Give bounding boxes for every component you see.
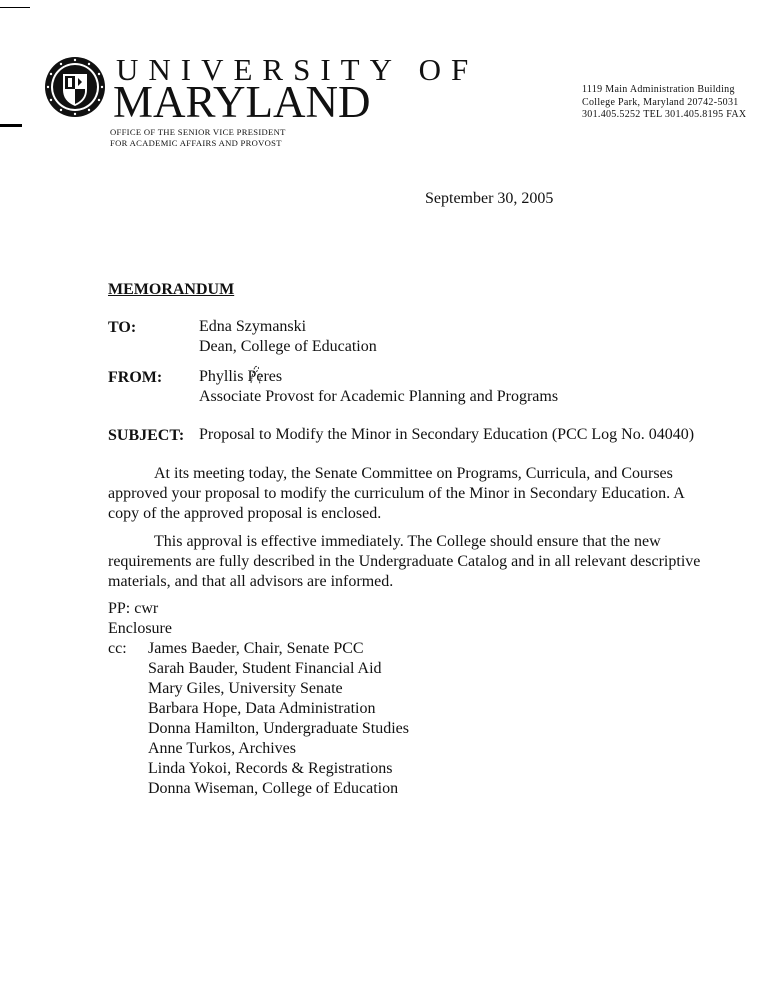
address-line-3: 301.405.5252 TEL 301.405.8195 FAX	[582, 109, 747, 120]
scan-edge-line	[0, 7, 30, 8]
office-line-2: FOR ACADEMIC AFFAIRS AND PROVOST	[110, 138, 282, 148]
cc-item: Mary Giles, University Senate	[148, 680, 343, 697]
university-seal-icon	[44, 56, 106, 118]
to-title: Dean, College of Education	[199, 338, 377, 355]
body-paragraph-2	[108, 532, 708, 592]
office-line-1: OFFICE OF THE SENIOR VICE PRESIDENT	[110, 127, 286, 137]
university-name-line2: MARYLAND	[113, 77, 371, 127]
university-name-line1: UNIVERSITY OF	[116, 52, 479, 87]
cc-item: James Baeder, Chair, Senate PCC	[148, 640, 364, 657]
cc-item: Linda Yokoi, Records & Registrations	[148, 760, 393, 777]
from-name: Phyllis Peres	[199, 368, 283, 385]
to-block	[199, 317, 377, 357]
subject-label: SUBJECT:	[108, 427, 185, 444]
from-title: Associate Provost for Academic Planning and Programs	[199, 388, 559, 405]
cc-item: Barbara Hope, Data Administration	[148, 700, 376, 717]
cc-item: Donna Hamilton, Undergraduate Studies	[148, 720, 409, 737]
body-paragraph-1	[108, 464, 708, 524]
memo-heading: MEMORANDUM	[108, 281, 235, 298]
enclosure-note: Enclosure	[108, 620, 172, 637]
to-label: TO:	[108, 319, 137, 336]
letterhead-address	[582, 84, 746, 122]
office-name	[110, 127, 286, 149]
address-line-1: 1119 Main Administration Building	[582, 84, 735, 95]
cc-item: Donna Wiseman, College of Education	[148, 780, 399, 797]
subject-text: Proposal to Modify the Minor in Secondary Education (PCC Log No. 04040)	[199, 426, 695, 443]
cc-item: Sarah Bauder, Student Financial Aid	[148, 660, 382, 677]
body-paragraph-1-text: At its meeting today, the Senate Committee on Programs, Curricula, and Courses approved your proposal to modify the curriculum of the Minor in Secondary Education. A copy of the approved proposal is enclosed.	[108, 465, 684, 522]
body-paragraph-2-text: This approval is effective immediately. The College should ensure that the new requirements are fully described in the Undergraduate Catalog and in all relevant descriptive materials, and that all advisors are informed.	[108, 533, 701, 590]
from-label: FROM:	[108, 369, 163, 386]
cc-list	[148, 639, 409, 799]
scan-margin-mark	[0, 124, 22, 127]
address-line-2: College Park, Maryland 20742-5031	[582, 96, 739, 108]
cc-item: Anne Turkos, Archives	[148, 740, 297, 757]
cc-label: cc:	[108, 640, 127, 657]
typist-initials: PP: cwr	[108, 600, 159, 617]
to-name: Edna Szymanski	[199, 318, 307, 335]
handwritten-initials-signature	[247, 363, 267, 387]
memo-date: September 30, 2005	[425, 190, 554, 207]
